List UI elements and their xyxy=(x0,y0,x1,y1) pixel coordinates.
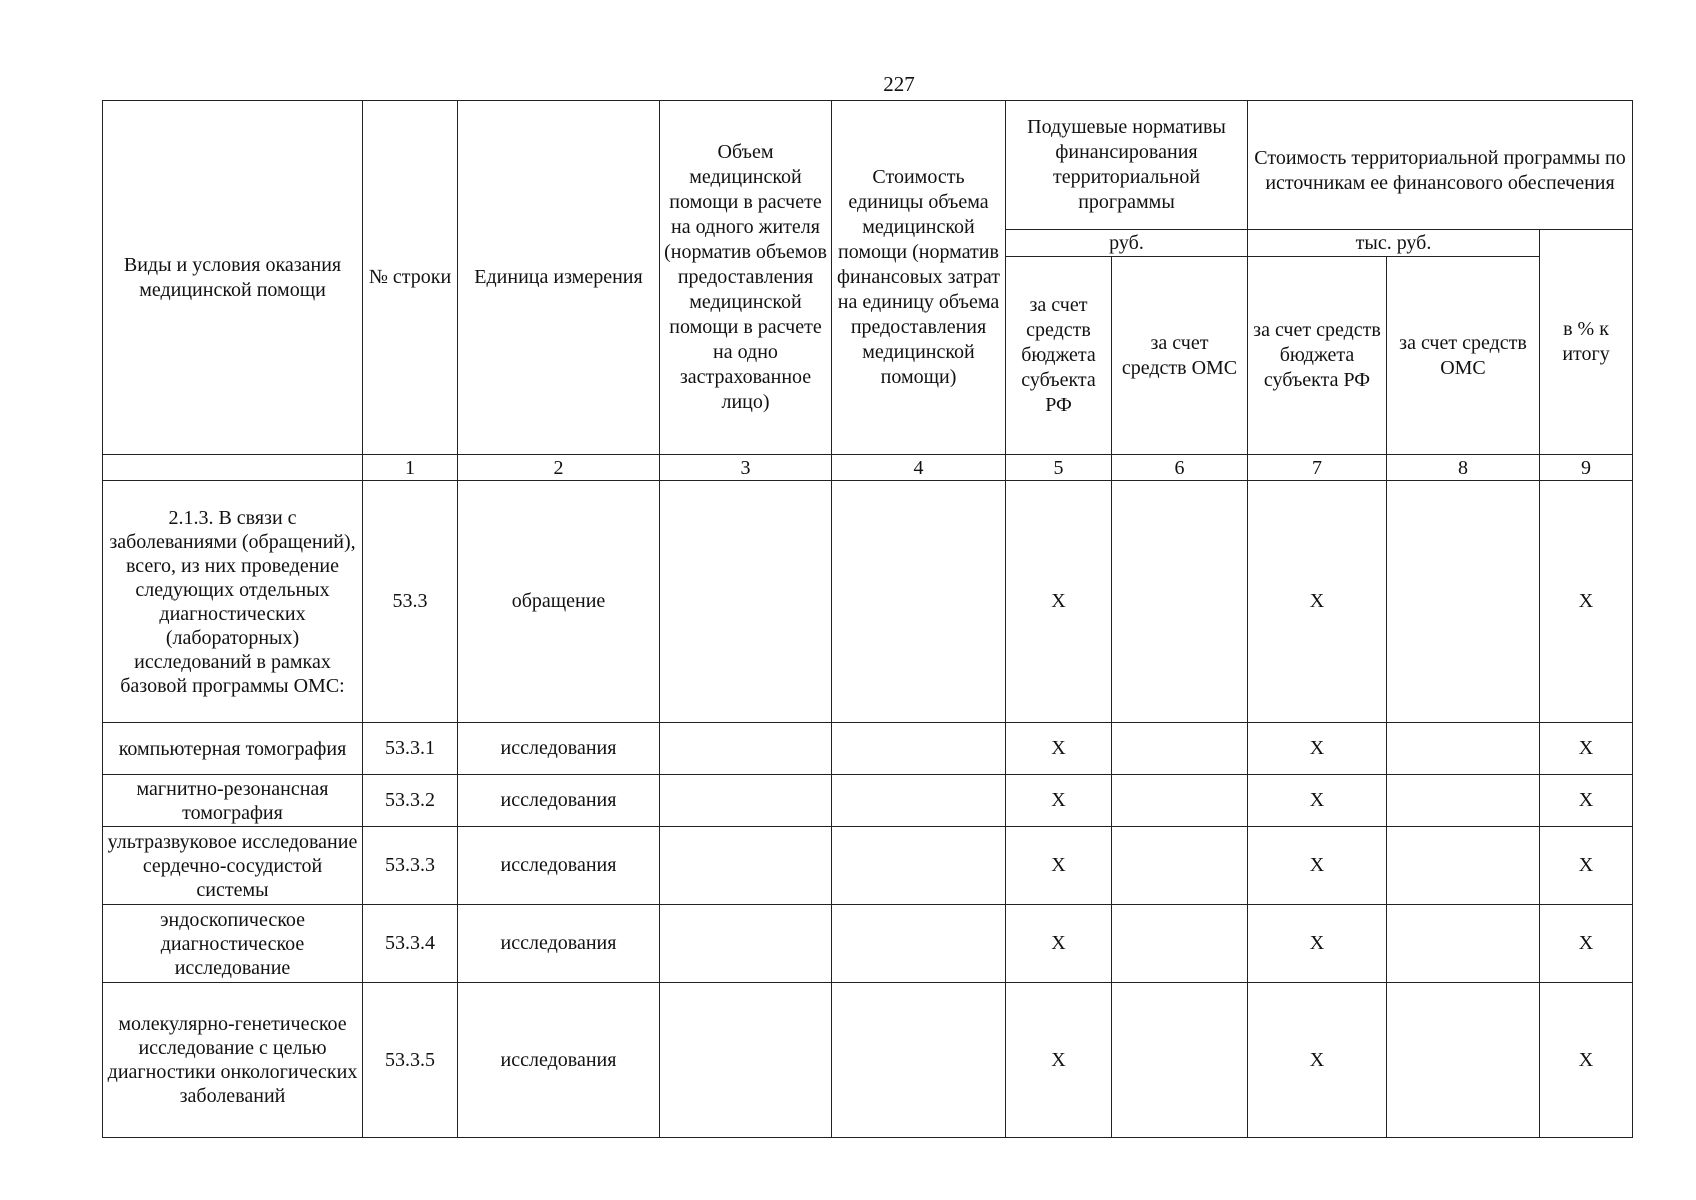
row-percent: X xyxy=(1540,905,1633,983)
column-number: 5 xyxy=(1006,455,1112,481)
header-unit-thousand-rub: тыс. руб. xyxy=(1248,230,1540,257)
row-volume xyxy=(660,827,832,905)
header-volume-per-resident: Объем медицинской помощи в расчете на одного жителя (норматив объемов предоставления медицинской помощи в расчете на одно застрахованное лицо) xyxy=(660,101,832,455)
row-budget-rub: X xyxy=(1006,481,1112,723)
column-number: 1 xyxy=(363,455,458,481)
row-volume xyxy=(660,905,832,983)
row-percent: X xyxy=(1540,983,1633,1138)
row-name: компьютерная томография xyxy=(103,723,363,775)
header-oms-rub: за счет средств ОМС xyxy=(1112,257,1248,455)
column-number: 3 xyxy=(660,455,832,481)
header-types-of-care: Виды и условия оказания медицинской помощи xyxy=(103,101,363,455)
row-unit-cost xyxy=(832,723,1006,775)
row-budget-thousand: X xyxy=(1248,983,1387,1138)
row-oms-thousand xyxy=(1387,827,1540,905)
row-percent: X xyxy=(1540,481,1633,723)
row-oms-rub xyxy=(1112,775,1248,827)
row-number: 53.3.2 xyxy=(363,775,458,827)
column-number-blank xyxy=(103,455,363,481)
row-oms-thousand xyxy=(1387,983,1540,1138)
row-oms-rub xyxy=(1112,481,1248,723)
row-oms-thousand xyxy=(1387,905,1540,983)
row-unit: исследования xyxy=(458,723,660,775)
row-name: молекулярно-генетическое исследование с целью диагностики онкологических заболеваний xyxy=(103,983,363,1138)
table-row xyxy=(103,827,1633,905)
row-budget-rub: X xyxy=(1006,827,1112,905)
row-percent: X xyxy=(1540,723,1633,775)
row-volume xyxy=(660,723,832,775)
row-oms-thousand xyxy=(1387,481,1540,723)
row-number: 53.3.1 xyxy=(363,723,458,775)
row-budget-thousand: X xyxy=(1248,775,1387,827)
header-budget-subject-rub: за счет средств бюджета субъекта РФ xyxy=(1006,257,1112,455)
row-unit: исследования xyxy=(458,905,660,983)
header-per-capita-standards: Подушевые нормативы финансирования территориальной программы xyxy=(1006,101,1248,230)
row-oms-thousand xyxy=(1387,775,1540,827)
page-number: 227 xyxy=(883,72,915,96)
row-number: 53.3.3 xyxy=(363,827,458,905)
table-row xyxy=(103,983,1633,1138)
row-name: эндоскопическое диагностическое исследование xyxy=(103,905,363,983)
header-row-number: № строки xyxy=(363,101,458,455)
row-volume xyxy=(660,775,832,827)
row-budget-rub: X xyxy=(1006,723,1112,775)
row-percent: X xyxy=(1540,775,1633,827)
header-percent-of-total: в % к итогу xyxy=(1540,230,1633,455)
row-volume xyxy=(660,983,832,1138)
row-budget-thousand: X xyxy=(1248,481,1387,723)
column-number: 9 xyxy=(1540,455,1633,481)
row-number: 53.3.4 xyxy=(363,905,458,983)
row-volume xyxy=(660,481,832,723)
row-oms-rub xyxy=(1112,723,1248,775)
row-unit: обращение xyxy=(458,481,660,723)
row-oms-rub xyxy=(1112,905,1248,983)
table-row xyxy=(103,723,1633,775)
header-unit: Единица измерения xyxy=(458,101,660,455)
row-unit-cost xyxy=(832,983,1006,1138)
header-unit-rub: руб. xyxy=(1006,230,1248,257)
table-row xyxy=(103,481,1633,723)
row-name: ультразвуковое исследование сердечно-сосудистой системы xyxy=(103,827,363,905)
column-number: 7 xyxy=(1248,455,1387,481)
row-budget-rub: X xyxy=(1006,983,1112,1138)
header-oms-thousand: за счет средств ОМС xyxy=(1387,257,1540,455)
table-row xyxy=(103,905,1633,983)
column-number: 4 xyxy=(832,455,1006,481)
row-number: 53.3 xyxy=(363,481,458,723)
header-budget-subject-thousand: за счет средств бюджета субъекта РФ xyxy=(1248,257,1387,455)
row-budget-rub: X xyxy=(1006,775,1112,827)
header-territorial-program-cost: Стоимость территориальной программы по источникам ее финансового обеспечения xyxy=(1248,101,1633,230)
table-row xyxy=(103,775,1633,827)
row-budget-rub: X xyxy=(1006,905,1112,983)
row-oms-thousand xyxy=(1387,723,1540,775)
row-unit: исследования xyxy=(458,827,660,905)
row-unit-cost xyxy=(832,827,1006,905)
column-number: 2 xyxy=(458,455,660,481)
row-unit-cost xyxy=(832,481,1006,723)
row-percent: X xyxy=(1540,827,1633,905)
row-oms-rub xyxy=(1112,983,1248,1138)
column-number: 6 xyxy=(1112,455,1248,481)
header-unit-cost: Стоимость единицы объема медицинской помощи (норматив финансовых затрат на единицу объема предоставления медицинской помощи) xyxy=(832,101,1006,455)
row-oms-rub xyxy=(1112,827,1248,905)
row-unit: исследования xyxy=(458,775,660,827)
row-unit: исследования xyxy=(458,983,660,1138)
row-budget-thousand: X xyxy=(1248,827,1387,905)
row-budget-thousand: X xyxy=(1248,905,1387,983)
financing-table xyxy=(102,100,1633,1138)
row-name: 2.1.3. В связи с заболеваниями (обращений), всего, из них проведение следующих отдельных диагностических (лабораторных) исследований в рамках базовой программы ОМС: xyxy=(103,481,363,723)
column-number: 8 xyxy=(1387,455,1540,481)
row-budget-thousand: X xyxy=(1248,723,1387,775)
row-number: 53.3.5 xyxy=(363,983,458,1138)
row-unit-cost xyxy=(832,775,1006,827)
row-name: магнитно-резонансная томография xyxy=(103,775,363,827)
row-unit-cost xyxy=(832,905,1006,983)
